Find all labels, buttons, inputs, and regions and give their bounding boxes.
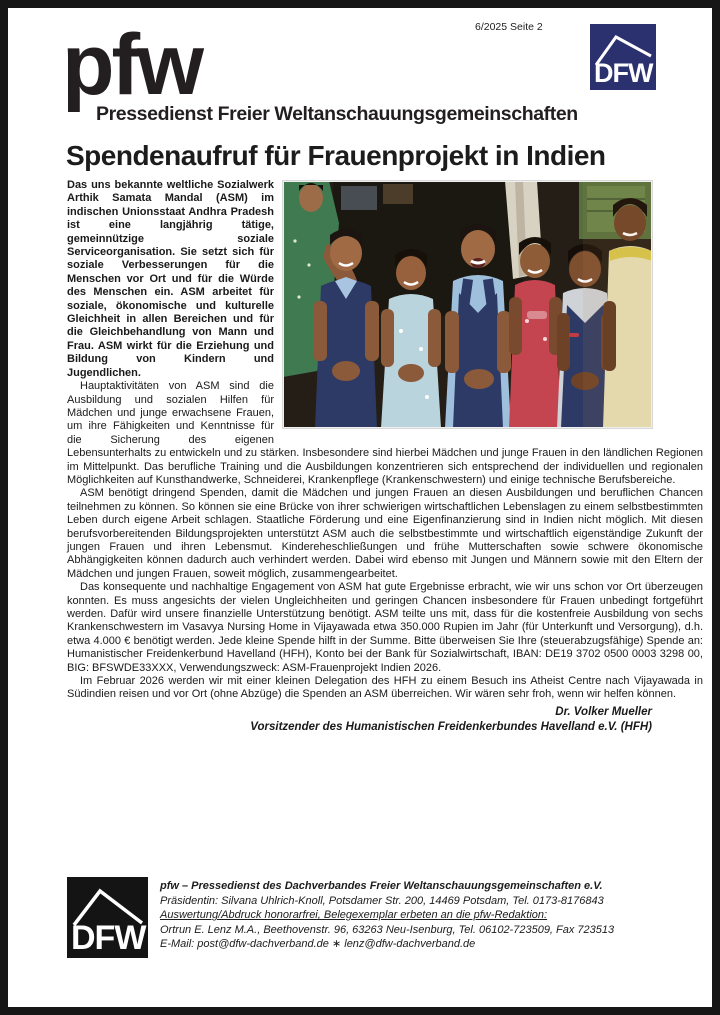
article-paragraph-3: Das konsequente und nachhaltige Engagement von ASM hat gute Ergebnisse erbracht, wie wir uns schon vor Ort überzeugen konnten. Es muss angesichts der vielen Ungleichheiten und geringen Chancen insbesondere für Frauen unbedingt fortgeführt werden. Dafür wird unsere finanzielle Unterstützung benötigt. ASM teilte uns mit, dass für die kostenfreie Ausbildung von sechs Krankenschwestern im Vasavya Nursing Home in Vijayawada etwa 350.000 Rupien im Jahr (für Unterkunft und Versorgung), d.h. etwa 4.000 € benötigt werden. Jede kleine Spende hilft in der Summe. Bitte überweisen Sie Ihre (steuerabzugsfähige) Spende an: Humanistischer Freidenkerbund Havelland (HFH), Konto bei der Bank für Sozialwirtschaft, IBAN: DE19 3702 0500 0003 3298 00, BIG: BFSWDE33XXX, Verwendungszweck: ASM-Frauenprojekt Indien 2026. — [67, 581, 703, 674]
signature-name: Dr. Volker Mueller — [555, 705, 652, 718]
article-paragraph-4: Im Februar 2026 werden wir mit einer kleinen Delegation des HFH zu einem Besuch ins Atheist Centre nach Vijayawada in Südindien reisen und vor Ort (ohne Abzüge) die Spenden an ASM überreichen. Wir wären sehr froh, wenn wir helfen können. — [67, 675, 703, 701]
imprint-line-editor: Ortrun E. Lenz M.A., Beethovenstr. 96, 63263 Neu-Isenburg, Tel. 06102-723509, Fax 723513 — [160, 923, 615, 936]
dfw-footer-logo-icon — [67, 877, 148, 958]
imprint-line-notice: Auswertung/Abdruck honorarfrei, Belegexemplar erbeten an die pfw-Redaktion: — [160, 909, 548, 922]
dfw-footer-logo-text: DFW — [71, 919, 146, 957]
dfw-logo-text: DFW — [594, 58, 653, 88]
article-headline: Spendenaufruf für Frauenprojekt in Indien — [66, 140, 606, 171]
pfw-tagline: Pressedienst Freier Weltanschauungsgemeinschaften — [96, 103, 578, 125]
signature-title: Vorsitzender des Humanistischen Freidenkerbundes Havelland e.V. (HFH) — [250, 720, 652, 733]
imprint-line-publisher: pfw – Pressedienst des Dachverbandes Freier Weltanschauungsgemeinschaften e.V. — [160, 880, 603, 892]
imprint-text — [160, 877, 614, 952]
article-paragraph-1: Hauptaktivitäten von ASM sind die Ausbildung und sozialen Hilfen für Mädchen und junge erwachsene Frauen, um ihre Fähigkeiten und Kenntnisse für die Sicherung des eigenen Lebensunterhalts zu entwickeln und zu stärken. Insbesondere sind hierbei Mädchen und junge Frauen in den ländlichen Regionen im Mittelpunkt. Das berufliche Training und die Ausbildungen konzentrieren sich entsprechend der individuellen und regionalen Möglichkeiten auf Kunsthandwerke, Schneiderei, Krankenpflege (Krankenschwestern) und einige technische Berufsbereiche. — [67, 380, 703, 486]
pfw-logo: pfw — [62, 17, 202, 113]
imprint-line-president: Präsidentin: Silvana Uhlrich-Knoll, Potsdamer Str. 200, 14469 Potsdam, Tel. 0173-8176843 — [160, 894, 604, 907]
issue-page-label: 6/2025 Seite 2 — [475, 21, 543, 33]
article-intro-paragraph: Das uns bekannte weltliche Sozialwerk Arthik Samata Mandal (ASM) im indischen Unionsstaat Andhra Pradesh ist eine langjährig tätige, gemeinnützige soziale Serviceorganisation. Sie setzt sich für soziale Verbesserungen für die Menschen vor Ort und für die Würde des Menschen ein. ASM arbeitet für soziale, ökonomische und kulturelle Gleichheit in allen Bereichen und für die Gleichbehandlung von Mann und Frau. ASM wirkt für die Erziehung und Bildung von Kindern und Jugendlichen. — [67, 179, 274, 379]
article-photo — [283, 181, 652, 428]
article-paragraph-2: ASM benötigt dringend Spenden, damit die Mädchen und jungen Frauen an diesen Ausbildungen und beruflichen Chancen teilnehmen zu können. So können sie eine Brücke von ihrer schwierigen wirtschaftlichen Lebenslagen zu einem selbstbestimmten Leben durch eigene Arbeit schlagen. Staatliche Förderung und eine Eigenfinanzierung sind in Indien nicht möglich. Mit diesen berufsvorbereitenden Bildungsprojekten unterstützt ASM auch die selbstbestimmte und wirtschaftlich eigenständige Zukunft der jungen Frauen und ihren Lebensmut. Kindereheschließungen und frühe Mutterschaften sowie schwere ökonomische Abhängigkeiten können dadurch auch verhindert werden. Dabei wird ebenso mit Jungen und Männern sowie mit den Eltern der Mädchen und jungen Frauen, soweit möglich, zusammengearbeitet. — [67, 487, 703, 580]
footer-imprint — [67, 877, 614, 958]
signature-block — [67, 705, 703, 735]
article-body — [67, 179, 703, 735]
dfw-logo-icon — [590, 24, 656, 90]
imprint-line-email: E-Mail: post@dfw-dachverband.de ∗ lenz@dfw-dachverband.de — [160, 938, 476, 951]
